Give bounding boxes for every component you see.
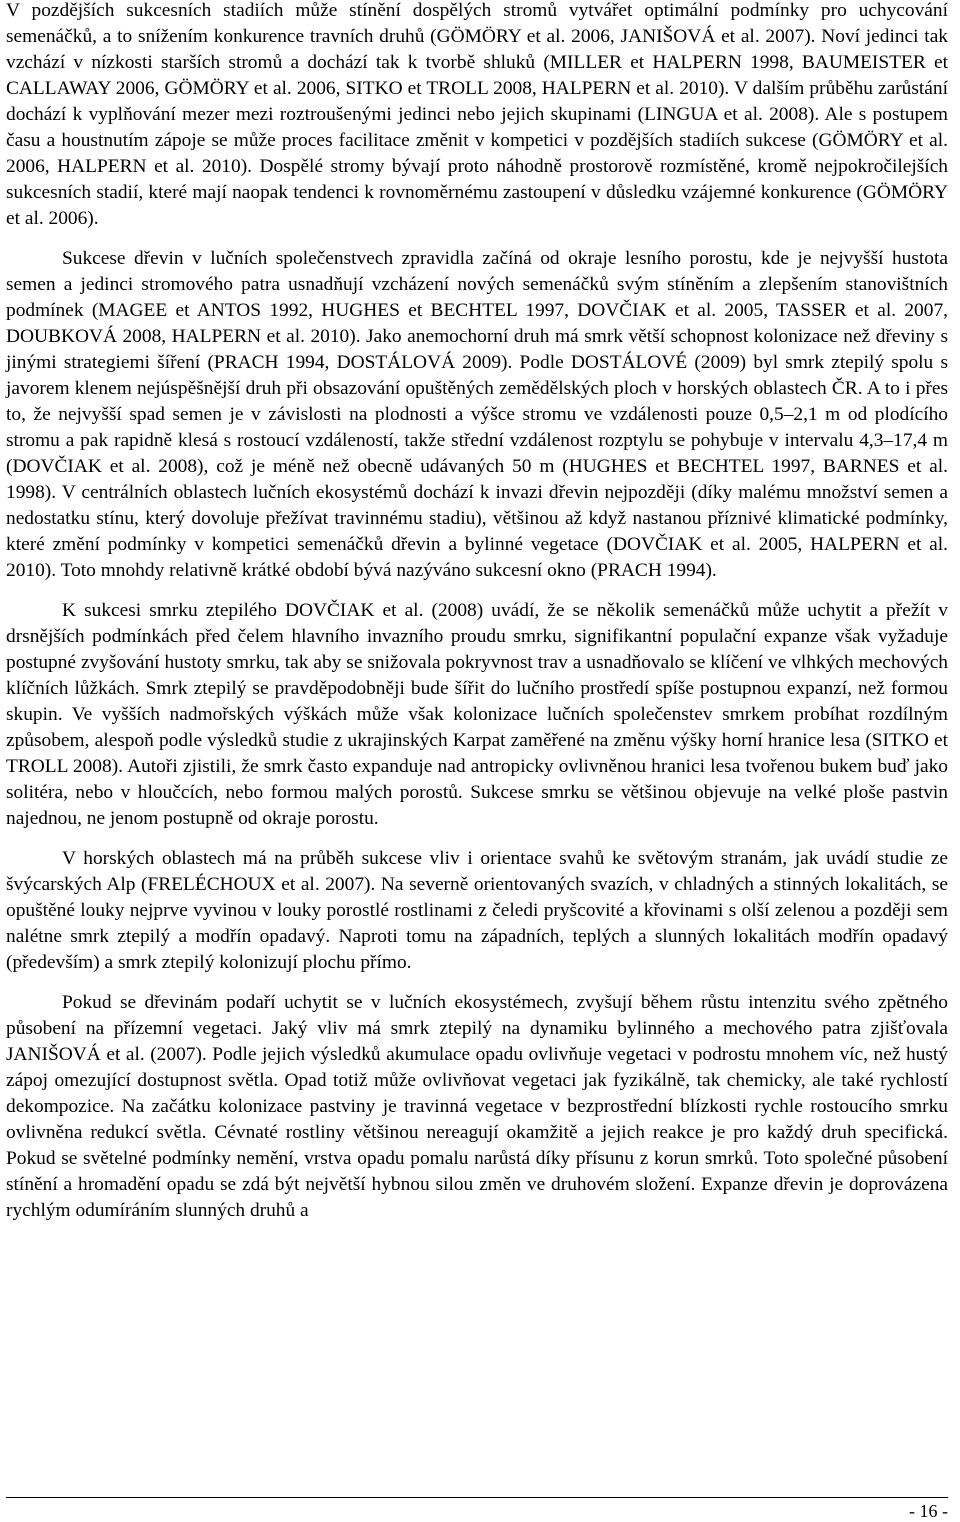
paragraph-3: K sukcesi smrku ztepilého DOVČIAK et al. (2008) uvádí, že se několik semenáčků může uchytit a přežít v drsnějších podmínkách před čelem hlavního invazního proudu smrku, signifikantní populační expanze však vyžaduje postupné zvyšování hustoty smrku, tak aby se snižovala pokryvnost trav a usnadňovalo se klíčení ve vlhkých mechových klíčních lůžkách. Smrk ztepilý se pravděpodobněji bude šířit do lučního prostředí spíše postupnou expanzí, než formou skupin. Ve vyšších nadmořských výškách může však kolonizace lučních společenstev smrkem probíhat rozdílným způsobem, alespoň podle výsledků studie z ukrajinských Karpat zaměřené na změnu výšky horní hranice lesa (SITKO et TROLL 2008). Autoři zjistili, že smrk často expanduje nad antropicky ovlivněnou hranici lesa tvořenou bukem buď jako solitéra, nebo v hloučcích, nebo formou malých porostů. Sukcese smrku se většinou objevuje na velké ploše pastvin najednou, ne jenom postupně od okraje porostu.	[6, 600, 948, 829]
page-number: - 16 -	[909, 1501, 948, 1521]
paragraph-2: Sukcese dřevin v lučních společenstvech zpravidla začíná od okraje lesního porostu, kde je nejvyšší hustota semen a jedinci stromového patra usnadňují vzcházení nových semenáčků svým stíněním a zlepšením stanovištních podmínek (MAGEE et ANTOS 1992, HUGHES et BECHTEL 1997, DOVČIAK et al. 2005, TASSER et al. 2007, DOUBKOVÁ 2008, HALPERN et al. 2010). Jako anemochorní druh má smrk větší schopnost kolonizace než dřeviny s jinými strategiemi šíření (PRACH 1994, DOSTÁLOVÁ 2009). Podle DOSTÁLOVÉ (2009) byl smrk ztepilý spolu s javorem klenem nejúspěšnější druh při obsazování opuštěných zemědělských ploch v horských oblastech ČR. A to i přes to, že nejvyšší spad semen je v závislosti na plodnosti a výšce stromu ve vzdálenosti pouze 0,5–2,1 m od plodícího stromu a pak rapidně klesá s rostoucí vzdáleností, takže střední vzdálenost rozptylu se pohybuje v intervalu 4,3–17,4 m (DOVČIAK et al. 2008), což je méně než obecně udávaných 50 m (HUGHES et BECHTEL 1997, BARNES et al. 1998). V centrálních oblastech lučních ekosystémů dochází k invazi dřevin nejpozději (díky malému množství semen a nedostatku stínu, který dovoluje přežívat travinnému stadiu), většinou až když nastanou příznivé klimatické podmínky, které změní podmínky v kompetici semenáčků dřevin a bylinné vegetace (DOVČIAK et al. 2005, HALPERN et al. 2010). Toto mnohdy relativně krátké období bývá nazýváno sukcesní okno (PRACH 1994).	[6, 248, 948, 581]
footer-divider	[6, 1497, 948, 1498]
paragraph-1: V pozdějších sukcesních stadiích může stínění dospělých stromů vytvářet optimální podmínky pro uchycování semenáčků, a to snížením konkurence travních druhů (GÖMÖRY et al. 2006, JANIŠOVÁ et al. 2007). Noví jedinci tak vzchází v nízkosti starších stromů a dochází tak k tvorbě shluků (MILLER et HALPERN 1998, BAUMEISTER et CALLAWAY 2006, GÖMÖRY et al. 2006, SITKO et TROLL 2008, HALPERN et al. 2010). V dalším průběhu zarůstání dochází k vyplňování mezer mezi roztroušenými jedinci nebo jejich skupinami (LINGUA et al. 2008). Ale s postupem času a houstnutím zápoje se může proces facilitace změnit v kompetici v pozdějších stadiích sukcese (GÖMÖRY et al. 2006, HALPERN et al. 2010). Dospělé stromy bývají proto náhodně prostorově rozmístěné, kromě nejpokročilejších sukcesních stadií, které mají naopak tendenci k rovnoměrnému zastoupení v důsledku vzájemné konkurence (GÖMÖRY et al. 2006).	[6, 0, 948, 229]
paragraph-4: V horských oblastech má na průběh sukcese vliv i orientace svahů ke světovým stranám, jak uvádí studie ze švýcarských Alp (FRELÉCHOUX et al. 2007). Na severně orientovaných svazích, v chladných a stinných lokalitách, se opuštěné louky nejprve vyvinou v louky porostlé rostlinami z čeledi pryšcovité a křovinami s olší zelenou a později sem nalétne smrk ztepilý a modřín opadavý. Naproti tomu na západních, teplých a slunných lokalitách modřín opadavý (především) a smrk ztepilý kolonizují plochu přímo.	[6, 848, 948, 973]
document-body	[6, 0, 948, 1224]
paragraph-5: Pokud se dřevinám podaří uchytit se v lučních ekosystémech, zvyšují během růstu intenzitu svého zpětného působení na přízemní vegetaci. Jaký vliv má smrk ztepilý na dynamiku bylinného a mechového patra zjišťovala JANIŠOVÁ et al. (2007). Podle jejich výsledků akumulace opadu ovlivňuje vegetaci v podrostu mnohem víc, než hustý zápoj omezující dostupnost světla. Opad totiž může ovlivňovat vegetaci jak fyzikálně, tak chemicky, ale také rychlostí dekompozice. Na začátku kolonizace pastviny je travinná vegetace v bezprostřední blízkosti rychle rostoucího smrku ovlivněna redukcí světla. Cévnaté rostliny většinou nereagují okamžitě a jejich reakce je pro každý druh specifická. Pokud se světelné podmínky nemění, vrstva opadu pomalu narůstá díky přísunu z korun smrků. Toto společné působení stínění a hromadění opadu se zdá být největší hybnou silou změn ve druhovém složení. Expanze dřevin je doprovázena rychlým odumíráním slunných druhů a	[6, 992, 948, 1221]
